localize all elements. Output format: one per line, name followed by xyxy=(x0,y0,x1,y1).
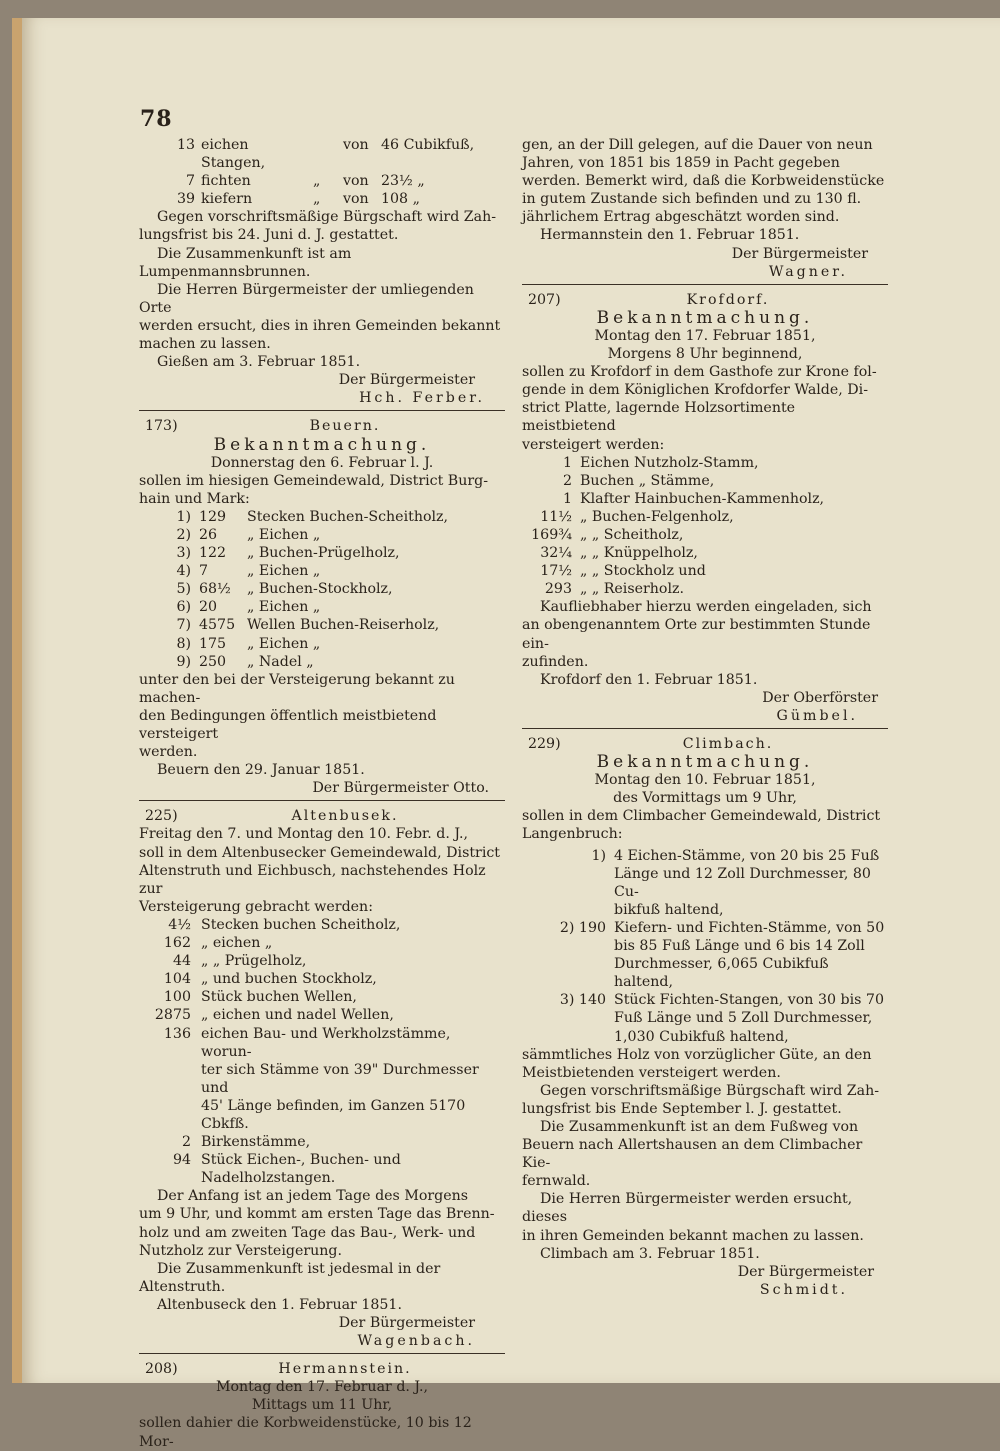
signature-title: Der Bürgermeister xyxy=(338,372,475,389)
divider xyxy=(522,728,888,729)
text-line: soll in dem Altenbusecker Gemeindewald, District xyxy=(139,844,501,861)
text-line: in ihren Gemeinden bekannt machen zu lassen. xyxy=(522,1227,864,1244)
list-item: 169¾ „ „ Scheitholz, xyxy=(531,526,684,543)
text-line: Langenbruch: xyxy=(522,826,623,843)
text-line: werden. xyxy=(139,744,198,761)
notice-header xyxy=(522,735,888,753)
notice-number: 225) xyxy=(145,808,178,825)
text-line: Kaufliebhaber hierzu werden eingeladen, sich xyxy=(540,599,872,616)
list-item: 9) 250 „ Nadel „ xyxy=(176,653,314,670)
signature-title: Der Oberförster xyxy=(762,689,878,706)
list-item: 3) 122 „ Buchen-Prügelholz, xyxy=(176,545,400,562)
signature: Der Bürgermeister Otto. xyxy=(312,780,489,797)
text-line: Versteigerung gebracht werden: xyxy=(139,898,373,915)
text-line: Morgens 8 Uhr beginnend, xyxy=(607,346,803,363)
dateline: Hermannstein den 1. Februar 1851. xyxy=(540,227,800,244)
notice-header xyxy=(139,417,505,435)
text-line: Der Anfang ist an jedem Tage des Morgens xyxy=(157,1188,469,1205)
text-line: um 9 Uhr, und kommt am ersten Tage das Brenn- xyxy=(139,1206,495,1223)
list-item: 11½ „ Buchen-Felgenholz, xyxy=(540,508,734,525)
signature-name: Schmidt. xyxy=(759,1281,848,1298)
krofdorf-list xyxy=(522,454,824,599)
notice-number: 208) xyxy=(145,1361,178,1378)
text-line: Mittags um 11 Uhr, xyxy=(251,1397,393,1414)
text-line: sämmtliches Holz von vorzüglicher Güte, an den xyxy=(522,1046,872,1063)
list-item: 2) 190 Kiefern- und Fichten-Stämme, von 50 xyxy=(559,919,885,936)
list-item: 2 Birkenstämme, xyxy=(181,1134,311,1151)
list-item: 100 Stück buchen Wellen, xyxy=(163,989,357,1006)
text-line: jährlichem Ertrag abgeschätzt worden sind. xyxy=(522,209,840,226)
text-line: holz und am zweiten Tage das Bau-, Werk- und xyxy=(139,1224,476,1241)
list-item: 2) 26 „ Eichen „ xyxy=(176,526,321,543)
text-line: des Vormittags um 9 Uhr, xyxy=(613,790,797,807)
list-item: 94 Stück Eichen-, Buchen- und Nadelholzstangen. xyxy=(172,1152,401,1187)
text-line: lungsfrist bis Ende September l. J. gestattet. xyxy=(522,1100,842,1117)
notice-header xyxy=(139,807,505,825)
list-item: 44 „ „ Prügelholz, xyxy=(172,953,307,970)
divider xyxy=(139,1353,505,1354)
page xyxy=(12,18,1000,1450)
text-line: Montag den 17. Februar d. J., xyxy=(215,1379,429,1396)
list-item: 4) 7 „ Eichen „ xyxy=(176,563,321,580)
text-line: fernwald. xyxy=(522,1173,591,1190)
dateline: Gießen am 3. Februar 1851. xyxy=(157,354,361,371)
text-line: Montag den 10. Februar 1851, xyxy=(594,772,816,789)
list-item: 5) 68½ „ Buchen-Stockholz, xyxy=(176,581,393,598)
text-line: versteigert werden: xyxy=(522,436,665,453)
list-item: 2875 „ eichen und nadel Wellen, xyxy=(154,1007,394,1024)
text-line: Altenstruth und Eichbusch, nachstehendes Holz zur xyxy=(139,862,486,897)
text-line: lungsfrist bis 24. Juni d. J. gestattet. xyxy=(139,227,399,244)
list-item: 7 fichten „ von 23½ „ xyxy=(185,173,425,190)
list-item: 17½ „ „ Stockholz und xyxy=(540,563,706,580)
list-item: 162 „ eichen „ xyxy=(163,935,273,952)
list-item: 104 „ und buchen Stockholz, xyxy=(163,971,377,988)
text-line: werden. Bemerkt wird, daß die Korbweidenstücke xyxy=(522,173,885,190)
list-item: 293 „ „ Reiserholz. xyxy=(544,581,684,598)
text-line: an obengenanntem Orte zur bestimmten Stunde ein- xyxy=(522,617,871,652)
list-item: 1) 4 Eichen-Stämme, von 20 bis 25 Fuß xyxy=(591,847,880,864)
text-line: machen zu lassen. xyxy=(139,336,271,353)
list-item: 6) 20 „ Eichen „ xyxy=(176,599,321,616)
left-column xyxy=(139,136,505,1451)
divider xyxy=(522,284,888,285)
climbach-list: 1) 4 Eichen-Stämme, von 20 bis 25 Fuß Länge und 12 Zoll Durchmesser, 80 Cu- bikfuß haltend, 2) 190 Kiefern- und Fichten-Stämme, von 50 bis 85 Fuß Länge und 6 bis 14 Zoll Durchmesser, 6,065 Cubikfuß haltend, 3) 140 Stück Fichten-Stangen, von 30 bis 70 Fuß Länge und 5 Zoll Durchmesser, 1,030 Cubikfuß haltend, xyxy=(522,847,888,1046)
list-item: 32¼ „ „ Knüppelholz, xyxy=(540,545,698,562)
text-line: sollen zu Krofdorf in dem Gasthofe zur Krone fol- xyxy=(522,364,877,381)
list-item: 7) 4575 Wellen Buchen-Reiserholz, xyxy=(176,617,440,634)
beuern-list xyxy=(139,508,448,671)
list-item: 8) 175 „ Eichen „ xyxy=(176,635,321,652)
text-line: Freitag den 7. und Montag den 10. Febr. d. J., xyxy=(139,826,468,843)
dateline: Altenbuseck den 1. Februar 1851. xyxy=(157,1296,402,1313)
text-line: zufinden. xyxy=(522,653,589,670)
text-line: Die Herren Bürgermeister werden ersucht, dieses xyxy=(522,1191,853,1226)
notice-place: Climbach. xyxy=(682,736,774,752)
signature-name: Wagner. xyxy=(768,263,848,280)
text-line: den Bedingungen öffentlich meistbietend versteigert xyxy=(139,707,437,742)
text-line: sollen in dem Climbacher Gemeindewald, District xyxy=(522,808,881,825)
text-line: Gegen vorschriftsmäßige Bürgschaft wird Zah- xyxy=(157,209,497,226)
list-item: 45' Länge befinden, im Ganzen 5170 Cbkfß. xyxy=(201,1097,466,1132)
text-line: sollen im hiesigen Gemeindewald, District Burg- xyxy=(139,472,489,489)
text-line: Die Herren Bürgermeister der umliegenden Orte xyxy=(139,281,474,316)
text-line: gen, an der Dill gelegen, auf die Dauer von neun xyxy=(522,137,873,153)
notice-header xyxy=(139,1360,505,1378)
text-line: Montag den 17. Februar 1851, xyxy=(594,327,816,344)
signature-title: Der Bürgermeister xyxy=(338,1315,475,1331)
signature-name: Wagenbach. xyxy=(357,1333,475,1350)
text-line: Die Zusammenkunft ist jedesmal in der Altenstruth. xyxy=(139,1260,441,1295)
notice-place: Hermannstein. xyxy=(278,1361,412,1378)
list-item: 1 Klafter Hainbuchen-Kammenholz, xyxy=(562,490,825,507)
text-line: sollen dahier die Korbweidenstücke, 10 bis 12 Mor- xyxy=(139,1415,472,1450)
signature-title: Der Bürgermeister xyxy=(731,245,868,262)
signature-title: Der Bürgermeister xyxy=(737,1263,874,1280)
notice-heading: Bekanntmachung. xyxy=(213,434,431,455)
text-line: Nutzholz zur Versteigerung. xyxy=(139,1242,342,1259)
text-line: Donnerstag den 6. Februar l. J. xyxy=(210,454,434,471)
text-line: werden ersucht, dies in ihren Gemeinden bekannt xyxy=(139,317,501,334)
list-item: 1) 129 Stecken Buchen-Scheitholz, xyxy=(176,508,449,525)
dateline: Krofdorf den 1. Februar 1851. xyxy=(540,671,758,688)
list-item: 3) 140 Stück Fichten-Stangen, von 30 bis 70 xyxy=(559,992,884,1009)
divider xyxy=(139,410,505,411)
signature-name: Gümbel. xyxy=(776,707,858,724)
list-item: 136 eichen Bau- und Werkholzstämme, worun- xyxy=(163,1025,451,1060)
dateline: Beuern den 29. Januar 1851. xyxy=(157,762,365,779)
text-line: Meistbietenden versteigert werden. xyxy=(522,1064,781,1081)
text-line: gende in dem Königlichen Krofdorfer Walde, Di- xyxy=(522,382,869,399)
text-line: Beuern nach Allertshausen an dem Climbacher Kie- xyxy=(522,1137,863,1172)
text-line: in gutem Zustande sich befinden und zu 130 fl. xyxy=(522,191,862,208)
text-line: hain und Mark: xyxy=(139,490,250,507)
text-line: Gegen vorschriftsmäßige Bürgschaft wird Zah- xyxy=(540,1082,880,1099)
notice-header xyxy=(522,291,888,309)
notice-number: 229) xyxy=(528,736,561,752)
right-column xyxy=(522,136,888,1299)
text-line: unter den bei der Versteigerung bekannt zu machen- xyxy=(139,671,455,706)
divider xyxy=(139,800,505,801)
text-line: Die Zusammenkunft ist am Lumpenmannsbrunnen. xyxy=(139,245,352,280)
text-line: Jahren, von 1851 bis 1859 in Pacht gegeben xyxy=(522,155,840,172)
notice-number: 173) xyxy=(145,418,178,435)
list-item: 39 kiefern „ von 108 „ xyxy=(176,191,420,208)
page-number: 78 xyxy=(140,106,173,132)
ferber-list xyxy=(139,136,474,208)
list-item: 2 Buchen „ Stämme, xyxy=(562,472,715,489)
notice-heading: Bekanntmachung. xyxy=(596,752,814,773)
list-item: 13 eichen Stangen, von 46 Cubikfuß, xyxy=(176,137,475,172)
list-item: ter sich Stämme von 39" Durchmesser und xyxy=(201,1061,479,1096)
notice-place: Beuern. xyxy=(309,418,381,435)
notice-place: Altenbusek. xyxy=(291,808,399,825)
text-line: strict Platte, lagernde Holzsortimente meistbietend xyxy=(522,400,796,435)
dateline: Climbach am 3. Februar 1851. xyxy=(540,1245,760,1262)
list-item: 4½ Stecken buchen Scheitholz, xyxy=(168,916,401,933)
notice-place: Krofdorf. xyxy=(686,291,770,308)
signature-name: Hch. Ferber. xyxy=(359,390,485,407)
altenbusek-list xyxy=(139,916,505,1187)
notice-heading: Bekanntmachung. xyxy=(596,307,814,328)
text-line: Die Zusammenkunft ist an dem Fußweg von xyxy=(540,1118,859,1135)
list-item: 1 Eichen Nutzholz-Stamm, xyxy=(562,454,759,471)
notice-number: 207) xyxy=(528,291,561,308)
